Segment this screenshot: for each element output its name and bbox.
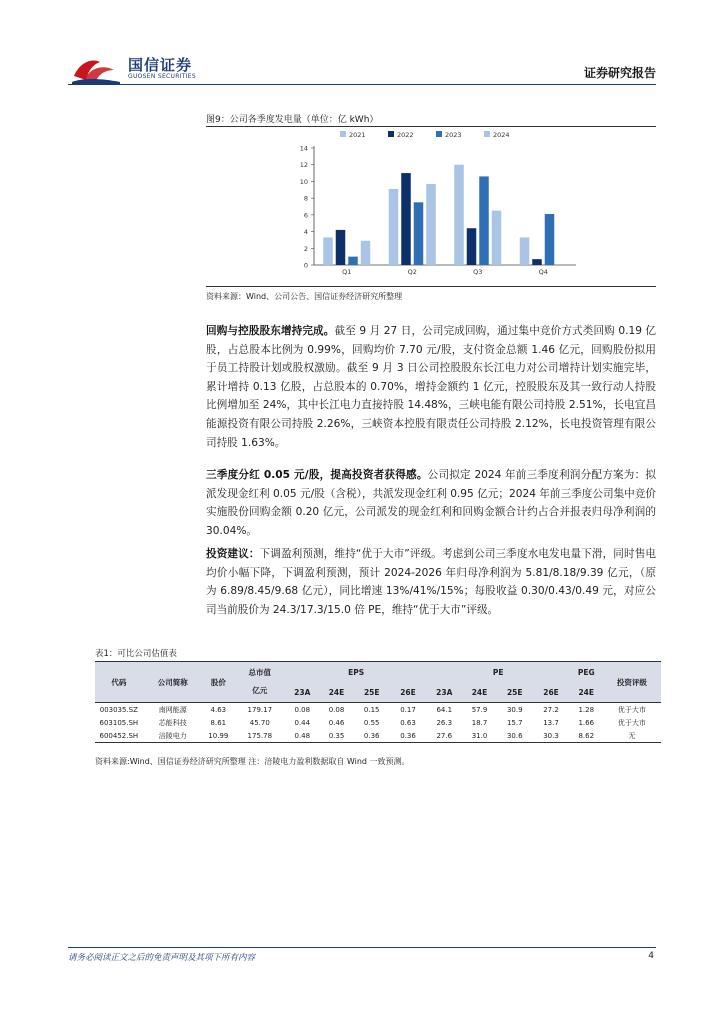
header-divider [68, 84, 656, 85]
col-price: 股价 [203, 662, 234, 703]
bar-2022-q4 [532, 259, 542, 265]
x-tick-label: Q4 [538, 268, 548, 276]
bar-2021-q4 [520, 237, 530, 265]
cell-rating: 优于大市 [617, 718, 646, 727]
footer-disclaimer: 请务必阅读正文之后的免责声明及其项下所有内容 [68, 953, 256, 963]
paragraph-lead: 投资建议： [206, 548, 260, 560]
cell-eps: 0.46 [328, 718, 345, 727]
cell-pe: 27.2 [543, 705, 559, 714]
legend-label-2022: 2022 [397, 131, 414, 139]
col-pe: PE [427, 662, 570, 683]
bar-2021-q2 [389, 189, 399, 265]
year-peg-24e: 24E [578, 687, 595, 697]
report-type: 证券研究报告 [583, 66, 656, 80]
col-peg: PEG [570, 662, 603, 683]
y-tick-label: 4 [303, 228, 308, 237]
cell-eps: 0.08 [294, 705, 311, 714]
cell-eps: 0.15 [363, 705, 380, 714]
legend-swatch-2021 [340, 131, 346, 137]
bar-2024-q2 [426, 184, 436, 265]
year-eps-25e: 25E [363, 687, 380, 697]
paragraph-text: 公司拟定 2024 年前三季度利润分配方案为：拟派发现金红利 0.05 元/股（含税），共派发现金红利 0.95 亿元；2024 年前三季度公司集中竞价实施股份回购金额 0.20 亿元，公司派发的现金红利和回购金额合计约占合并报表归母净利润的 30.04%。 [206, 469, 656, 537]
y-tick-label: 12 [299, 161, 308, 170]
cell-pe: 30.9 [506, 705, 523, 714]
bar-2022-q1 [336, 230, 346, 265]
table-row [95, 729, 661, 743]
col-mktcap-line1: 总市值 [248, 668, 272, 677]
y-tick-label: 6 [303, 211, 308, 220]
cell-name: 南网能源 [158, 705, 187, 714]
bar-2023-q3 [479, 176, 489, 265]
figure-source: 资料来源：Wind、公司公告、国信证券经济研究所整理 [206, 292, 403, 301]
cell-eps: 0.44 [294, 718, 311, 727]
table-row [95, 703, 661, 717]
figure-top-rule [206, 126, 656, 127]
bar-2024-q3 [492, 211, 502, 265]
valuation-table [95, 661, 661, 743]
legend-swatch-2023 [436, 131, 442, 137]
cell-pe: 30.3 [543, 731, 559, 740]
cell-price: 8.61 [210, 718, 227, 727]
cell-name: 涪陵电力 [158, 731, 187, 740]
y-tick-label: 10 [299, 177, 308, 186]
bar-2023-q1 [348, 257, 358, 265]
year-eps-23a: 23A [294, 687, 311, 697]
bar-2023-q4 [545, 214, 555, 265]
cell-eps: 0.36 [363, 731, 380, 740]
y-tick-label: 2 [303, 244, 308, 253]
legend-label-2021: 2021 [349, 131, 366, 139]
x-tick-label: Q3 [473, 268, 483, 276]
year-pe-24e: 24E [471, 687, 488, 697]
cell-name: 芯能科技 [158, 718, 187, 727]
legend-label-2024: 2024 [493, 131, 510, 139]
cell-pe: 57.9 [471, 705, 488, 714]
bar-2021-q1 [323, 237, 333, 265]
cell-pe: 26.3 [436, 718, 453, 727]
y-tick-label: 8 [303, 194, 308, 203]
x-tick-label: Q2 [407, 268, 417, 276]
cell-eps: 0.08 [328, 705, 345, 714]
cell-code: 600452.SH [99, 731, 139, 740]
cell-price: 4.63 [210, 705, 227, 714]
cell-eps: 0.55 [363, 718, 380, 727]
figure-bottom-rule [206, 286, 656, 287]
cell-pe: 31.0 [471, 731, 488, 740]
cell-rating: 优于大市 [617, 705, 646, 714]
col-rating: 投资评级 [603, 662, 661, 703]
legend-label-2023: 2023 [445, 131, 462, 139]
cell-eps: 0.63 [400, 718, 416, 727]
cell-eps: 0.35 [328, 731, 345, 740]
year-eps-24e: 24E [328, 687, 345, 697]
bar-2023-q2 [414, 202, 424, 265]
cell-rating: 无 [628, 731, 636, 740]
cell-mktcap: 175.78 [247, 731, 273, 740]
col-mktcap-line2: 亿元 [252, 686, 268, 695]
cell-pe: 15.7 [506, 718, 523, 727]
bar-2024-q1 [361, 241, 371, 265]
table-header-row [95, 662, 661, 683]
cell-mktcap: 45.70 [249, 718, 270, 727]
cell-mktcap: 179.17 [247, 705, 273, 714]
cell-eps: 0.48 [294, 731, 311, 740]
logo-text: 国信证券 [128, 56, 193, 74]
bar-2022-q2 [401, 173, 411, 265]
cell-pe: 27.6 [436, 731, 453, 740]
paragraph-lead: 三季度分红 0.05 元/股，提高投资者获得感。 [206, 469, 428, 481]
cell-code: 003035.SZ [99, 705, 138, 714]
bar-2021-q3 [454, 165, 464, 265]
cell-pe: 18.7 [471, 718, 488, 727]
year-pe-26e: 26E [543, 687, 559, 697]
y-tick-label: 0 [303, 261, 308, 270]
quarterly-generation-chart [280, 128, 580, 282]
table-row [95, 716, 661, 729]
col-name: 公司简称 [143, 662, 203, 703]
y-tick-label: 14 [299, 144, 308, 153]
cell-peg: 1.28 [578, 705, 595, 714]
legend-swatch-2022 [388, 131, 394, 137]
year-eps-26e: 26E [400, 687, 416, 697]
table-source: 资料来源:Wind、国信证券经济研究所整理 注：涪陵电力盈利数据取自 Wind 一致预测。 [95, 757, 410, 766]
paragraph-text: 下调盈利预测，维持“优于大市”评级。考虑到公司三季度水电发电量下滑，同时售电均价小幅下降，下调盈利预测，预计 2024-2026 年归母净利润为 5.81/8.18/9.39 亿元，（原为 6.89/8.45/9.68 亿元），同比增速 13%/41%/15%；每股收益 0.30/0.43/0.49 元，对应公司当前股价为 24.3/17.3/15.0 倍 PE，维持“优于大市”评级。 [206, 548, 656, 616]
cell-pe: 13.7 [543, 718, 559, 727]
year-pe-25e: 25E [506, 687, 523, 697]
cell-eps: 0.17 [400, 705, 416, 714]
bar-2022-q3 [467, 228, 477, 265]
table-title: 表1：可比公司估值表 [95, 649, 177, 659]
figure-title: 图9：公司各季度发电量（单位：亿 kWh） [206, 115, 379, 125]
col-mktcap [234, 662, 286, 703]
cell-peg: 8.62 [578, 731, 595, 740]
x-tick-label: Q1 [342, 268, 352, 276]
cell-eps: 0.36 [400, 731, 416, 740]
paragraph-buyback [206, 322, 656, 452]
page-number: 4 [648, 951, 654, 961]
paragraph-investment-advice [206, 545, 656, 619]
cell-pe: 64.1 [436, 705, 453, 714]
cell-price: 10.99 [208, 731, 229, 740]
cell-code: 603105.SH [99, 718, 139, 727]
footer-divider [68, 947, 656, 948]
year-pe-23a: 23A [436, 687, 453, 697]
cell-pe: 30.6 [506, 731, 523, 740]
paragraph-dividend [206, 466, 656, 540]
col-code: 代码 [95, 662, 143, 703]
legend-swatch-2024 [484, 131, 490, 137]
logo-subtitle: GUOSEN SECURITIES [128, 73, 197, 80]
cell-peg: 1.66 [578, 718, 595, 727]
col-eps: EPS [286, 662, 427, 683]
paragraph-lead: 回购与控股股东增持完成。 [206, 325, 335, 337]
paragraph-text: 截至 9 月 27 日，公司完成回购，通过集中竞价方式类回购 0.19 亿股，占总股本比例为 0.99%，回购均价 7.70 元/股，支付资金总额 1.46 亿元，回购股份拟用于员工持股计划或股权激励。截至 9 月 3 日公司控股股东长江电力对公司增持计划实施完毕，累计增持 0.13 亿股，占总股本的 0.70%，增持金额约 1 亿元，控股股东及其一致行动人持股比例增加至 24%，其中长江电力直接持股 14.48%，三峡电能有限公司持股 2.51%，长电宜昌能源投资有限公司持股 2.26%，三峡资本控股有限责任公司持股 2.12%，长电投资管理有限公司持股 1.63%。 [206, 325, 657, 449]
